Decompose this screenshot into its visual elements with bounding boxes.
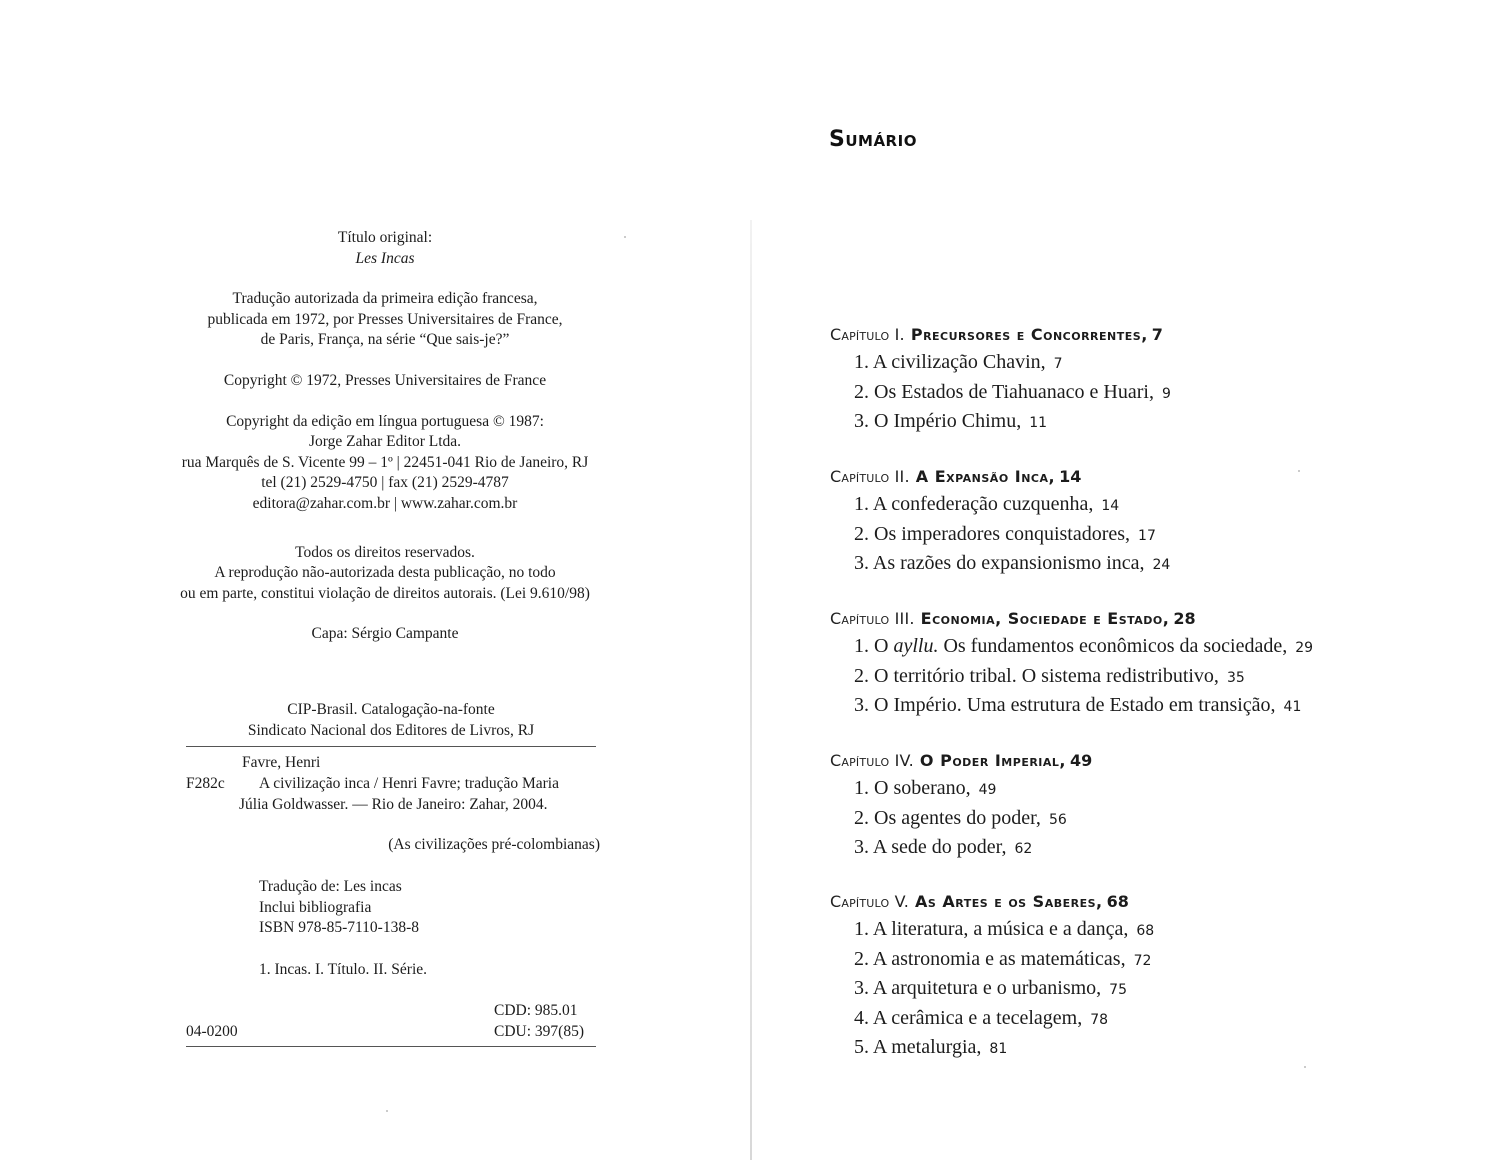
entry-text: 1. A civilização Chavin, [854, 351, 1046, 373]
chapter-label: Capítulo I. [830, 325, 905, 344]
scan-speck [624, 236, 626, 238]
toc-entry[interactable] [854, 975, 1450, 1005]
cip-cdd-cdu [494, 1001, 604, 1042]
text-line: Sindicato Nacional dos Editores de Livros, RJ [247, 721, 535, 739]
entry-prefix: 1. O [854, 635, 894, 657]
text-line: 1. Incas. I. Título. II. Série. [259, 961, 428, 978]
toc-entry[interactable] [854, 633, 1450, 663]
text-line: 04-0200 [186, 1023, 238, 1040]
entry-page: 49 [978, 782, 997, 798]
chapter-page: 68 [1106, 892, 1129, 911]
text-line: CDU: 397(85) [494, 1022, 584, 1040]
entry-page: 75 [1109, 982, 1127, 998]
toc-entry[interactable] [854, 408, 1450, 438]
entry-page: 9 [1161, 385, 1171, 402]
cip-author [242, 753, 652, 774]
entry-text: 3. O Império Chimu, [854, 410, 1022, 432]
text-line: Tradução autorizada da primeira edição francesa, [232, 290, 538, 308]
text-line: Favre, Henri [242, 754, 321, 771]
scan-speck [1304, 1066, 1306, 1068]
chapter-title: A Expansão Inca, [915, 467, 1056, 486]
toc-chapter [830, 467, 1450, 580]
toc-entry[interactable] [854, 834, 1450, 864]
chapter-heading[interactable] [830, 751, 1450, 770]
entry-text: 2. Os imperadores conquistadores, [854, 522, 1131, 545]
scan-speck [386, 1110, 388, 1112]
toc-entry[interactable] [854, 805, 1450, 835]
text-line: editora@zahar.com.br | www.zahar.com.br [252, 494, 518, 512]
original-title-label: Título original: [337, 229, 433, 246]
text-line: de Paris, França, na série “Que sais-je?” [260, 331, 510, 349]
entry-page: 56 [1048, 811, 1067, 828]
entry-page: 29 [1295, 640, 1314, 656]
entry-text: 1. A confederação cuzquenha, [854, 493, 1094, 515]
copyright-page [130, 228, 640, 665]
chapter-label: Capítulo V. [830, 892, 909, 911]
entry-italic: ayllu. [893, 635, 939, 657]
chapter-title: As Artes e os Saberes, [915, 892, 1103, 911]
toc-chapter [830, 751, 1450, 864]
toc-entry[interactable] [854, 521, 1450, 551]
toc-entry[interactable] [854, 1034, 1450, 1064]
rights-block [130, 543, 640, 605]
text-line: rua Marquês de S. Vicente 99 – 1º | 22451-041 Rio de Janeiro, RJ [181, 453, 589, 471]
entry-text: 5. A metalurgia, [854, 1036, 982, 1058]
cip-header [186, 700, 596, 741]
chapter-title: Economia, Sociedade e Estado, [920, 609, 1170, 628]
text-line: Inclui bibliografia [259, 898, 372, 916]
text-line: A civilização inca / Henri Favre; tradução Maria [259, 775, 559, 792]
text-line: CIP-Brasil. Catalogação-na-fonte [287, 701, 495, 718]
entry-text: 1. A literatura, a música e a dança, [854, 918, 1129, 940]
chapter-label: Capítulo II. [830, 467, 910, 486]
text-line: Copyright © 1972, Presses Universitaires de France [223, 371, 547, 389]
text-line: Jorge Zahar Editor Ltda. [308, 433, 462, 451]
chapter-heading[interactable] [830, 609, 1450, 628]
entry-page: 62 [1014, 841, 1033, 857]
text-line: Capa: Sérgio Campante [311, 625, 459, 643]
toc-entry[interactable] [854, 379, 1450, 409]
toc-entry[interactable] [854, 550, 1450, 580]
chapter-heading[interactable] [830, 467, 1450, 486]
chapter-title: Precursores e Concorrentes, [910, 325, 1148, 344]
text-line: Copyright da edição em língua portuguesa © 1987: [226, 412, 544, 430]
entry-page: 11 [1029, 415, 1048, 431]
chapter-label: Capítulo III. [830, 609, 915, 628]
cip-entry [239, 774, 604, 815]
entry-page: 24 [1152, 557, 1171, 573]
entry-page: 72 [1133, 952, 1152, 969]
cip-bottom-rule [186, 1046, 596, 1047]
chapter-page: 14 [1059, 467, 1082, 486]
entry-page: 81 [989, 1041, 1008, 1057]
text-line: publicada em 1972, por Presses Universitaires de France, [207, 310, 563, 328]
chapter-heading[interactable] [830, 892, 1450, 911]
entry-page: 7 [1053, 356, 1063, 372]
cip-classification [186, 774, 246, 795]
cover-credit [130, 624, 640, 645]
toc-entry[interactable] [854, 692, 1450, 722]
entry-text: 4. A cerâmica e a tecelagem, [854, 1006, 1083, 1029]
text-line: (As civilizações pré-colombianas) [388, 836, 600, 853]
cip-top-rule [186, 746, 596, 747]
chapter-heading[interactable] [830, 325, 1450, 344]
toc-chapter [830, 892, 1450, 1064]
text-line: Júlia Goldwasser. — Rio de Janeiro: Zahar, 2004. [239, 795, 548, 813]
chapter-label: Capítulo IV. [830, 751, 914, 770]
text-line: tel (21) 2529-4750 | fax (21) 2529-4787 [261, 474, 509, 492]
text-line: A reprodução não-autorizada desta publicação, no todo [214, 564, 556, 582]
cip-number [186, 1022, 306, 1043]
original-title-value: Les Incas [355, 249, 415, 267]
chapter-title: O Poder Imperial, [919, 751, 1066, 770]
entry-page: 14 [1101, 498, 1120, 514]
entry-page: 78 [1090, 1011, 1109, 1028]
text-line: Todos os direitos reservados. [295, 543, 475, 561]
text-line: ou em parte, constitui violação de direitos autorais. (Lei 9.610/98) [180, 584, 590, 602]
entry-page: 41 [1283, 699, 1302, 715]
translation-note [130, 289, 640, 351]
entry-text: 2. Os agentes do poder, [854, 806, 1041, 829]
entry-text: 2. A astronomia e as matemáticas, [854, 947, 1126, 970]
toc-entry[interactable] [854, 491, 1450, 521]
entry-page: 17 [1138, 527, 1156, 544]
entry-text: Os fundamentos econômicos da sociedade, [938, 635, 1288, 657]
toc-entry[interactable] [854, 1005, 1450, 1035]
text-line: F282c [186, 775, 225, 792]
cip-series [360, 835, 600, 856]
entry-page: 35 [1226, 669, 1245, 686]
toc-entry[interactable] [854, 663, 1450, 693]
page-gutter [750, 220, 752, 1160]
entry-text: 2. O território tribal. O sistema redistributivo, [854, 664, 1219, 687]
entry-page: 68 [1136, 923, 1155, 939]
scan-speck [1298, 470, 1300, 472]
toc-chapter [830, 325, 1450, 438]
toc-entry[interactable] [854, 916, 1450, 946]
entry-text: 3. A arquitetura e o urbanismo, [854, 977, 1102, 999]
chapter-page: 49 [1070, 751, 1093, 770]
original-title-block [130, 228, 640, 269]
entry-text: 3. O Império. Uma estrutura de Estado em transição, [854, 694, 1276, 716]
entry-text: 1. O soberano, [854, 777, 971, 799]
toc-entry[interactable] [854, 946, 1450, 976]
entry-text: 3. A sede do poder, [854, 836, 1007, 858]
entry-text: 3. As razões do expansionismo inca, [854, 552, 1145, 574]
toc-chapter [830, 609, 1450, 722]
cip-subjects [259, 960, 669, 981]
copyright-original [130, 371, 640, 392]
toc-entry[interactable] [854, 775, 1450, 805]
text-line: Tradução de: Les incas [259, 878, 402, 895]
entry-text: 2. Os Estados de Tiahuanaco e Huari, [854, 380, 1154, 403]
chapter-page: 7 [1151, 325, 1163, 344]
toc-entry[interactable] [854, 349, 1450, 379]
text-line: CDD: 985.01 [494, 1002, 578, 1019]
copyright-portuguese [130, 412, 640, 515]
cip-notes [259, 877, 669, 939]
chapter-page: 28 [1173, 609, 1196, 628]
text-line: ISBN 978-85-7110-138-8 [259, 919, 420, 937]
page-title: Sumário [829, 127, 917, 152]
